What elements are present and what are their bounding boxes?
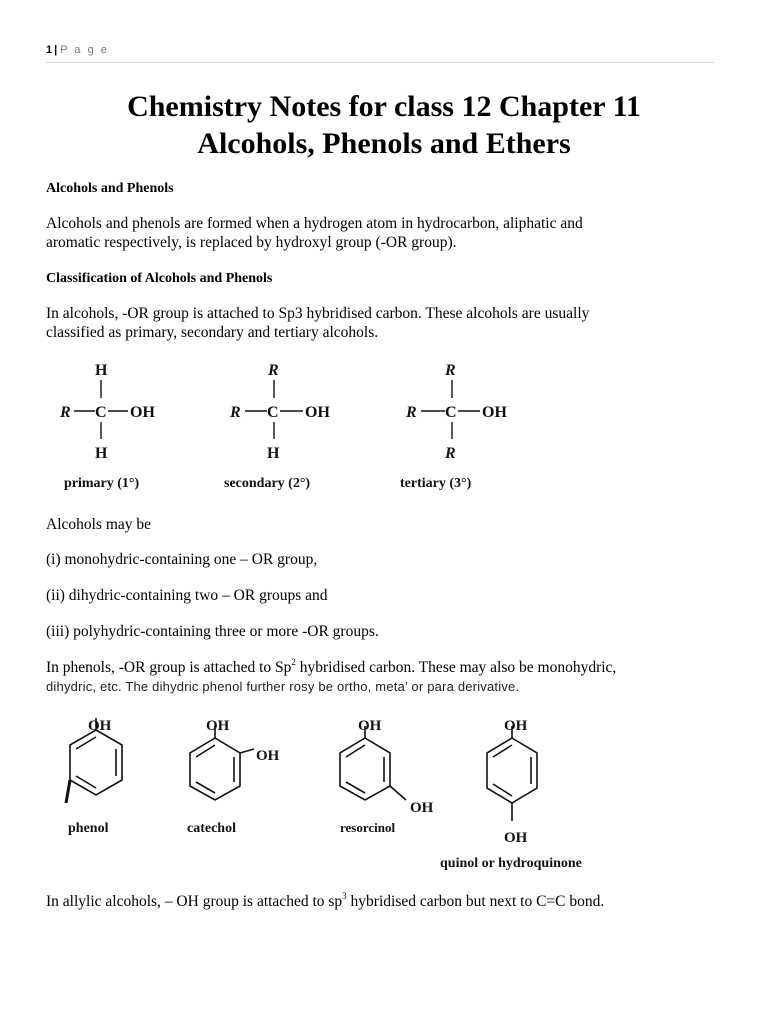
text-run: In allylic alcohols, – OH group is attached to sp [46,893,343,910]
paragraph-definition [46,214,726,252]
alcohol-classification-figure [40,355,540,500]
atom-bottom: H [95,445,108,462]
oh-label: OH [256,748,280,764]
document-title [0,88,768,162]
caption-catechol: catechol [187,821,236,836]
tertiary-alcohol-structure [400,362,507,491]
caption-phenol: phenol [68,821,109,836]
atom-left: R [230,404,241,421]
oh-label: OH [206,718,230,734]
paragraph-line: classified as primary, secondary and tertiary alcohols. [46,324,379,341]
page-label: P a g e [60,44,109,56]
heading-alcohols-phenols: Alcohols and Phenols [46,181,174,196]
atom-top: R [268,362,279,379]
oh-label: OH [504,830,528,846]
heading-classification: Classification of Alcohols and Phenols [46,271,273,286]
catechol-structure [190,726,254,800]
oh-label: OH [358,718,382,734]
paragraph-classification [46,304,726,342]
paragraph-line: Alcohols and phenols are formed when a hydrogen atom in hydrocarbon, aliphatic and [46,215,583,232]
oh-label: OH [410,800,434,816]
paragraph-phenols [46,658,726,696]
atom-center: C [95,404,107,421]
page-separator: | [54,44,58,56]
title-line-1: Chemistry Notes for class 12 Chapter 11 [127,90,641,123]
atom-left: R [406,404,417,421]
atom-right: OH [305,404,330,421]
atom-left: R [60,404,71,421]
title-line-2: Alcohols, Phenols and Ethers [197,127,571,160]
caption-hydroquinone: quinol or hydroquinone [440,856,582,871]
atom-bottom: R [445,445,456,462]
paragraph-allylic-alcohols [46,892,726,911]
secondary-alcohol-structure [224,362,330,491]
text-run: hybridised carbon but next to C=C bond. [346,893,605,910]
paragraph-line: aromatic respectively, is replaced by hydroxyl group (-OR group). [46,234,457,251]
oh-label: OH [504,718,528,734]
oh-label: OH [88,718,112,734]
caption-secondary: secondary (2°) [224,476,311,491]
paragraph-alcohols-may-be: Alcohols may be [46,516,152,533]
text-run: hybridised carbon. These may also be monohydric, [295,659,617,676]
paragraph-line: In alcohols, -OR group is attached to Sp3 hybridised carbon. These alcohols are usually [46,305,590,322]
paragraph-line [46,658,726,677]
paragraph-line: dihydric, etc. The dihydric phenol further rosy be ortho, meta’ or para derivative. [46,679,520,694]
caption-resorcinol: resorcinol [340,820,396,835]
hydroquinone-structure [487,726,537,821]
atom-right: OH [482,404,507,421]
primary-alcohol-structure [59,362,155,491]
superscript: 2 [291,657,296,667]
atom-top: R [445,362,456,379]
resorcinol-structure [340,726,406,800]
phenol-structures-figure [40,708,640,878]
atom-top: H [95,362,108,379]
atom-center: C [445,404,457,421]
page-number: 1 [46,44,53,56]
atom-center: C [267,404,279,421]
list-item-polyhydric: (iii) polyhydric-containing three or more -OR groups. [46,623,379,640]
page-header [46,44,714,63]
list-item-dihydric: (ii) dihydric-containing two – OR groups and [46,587,328,604]
caption-primary: primary (1°) [64,476,140,491]
text-run: In phenols, -OR group is attached to Sp [46,659,292,676]
atom-right: OH [130,404,155,421]
superscript: 3 [342,891,347,901]
atom-bottom: H [267,445,280,462]
list-item-monohydric: (i) monohydric-containing one – OR group, [46,551,318,568]
caption-tertiary: tertiary (3°) [400,476,472,491]
